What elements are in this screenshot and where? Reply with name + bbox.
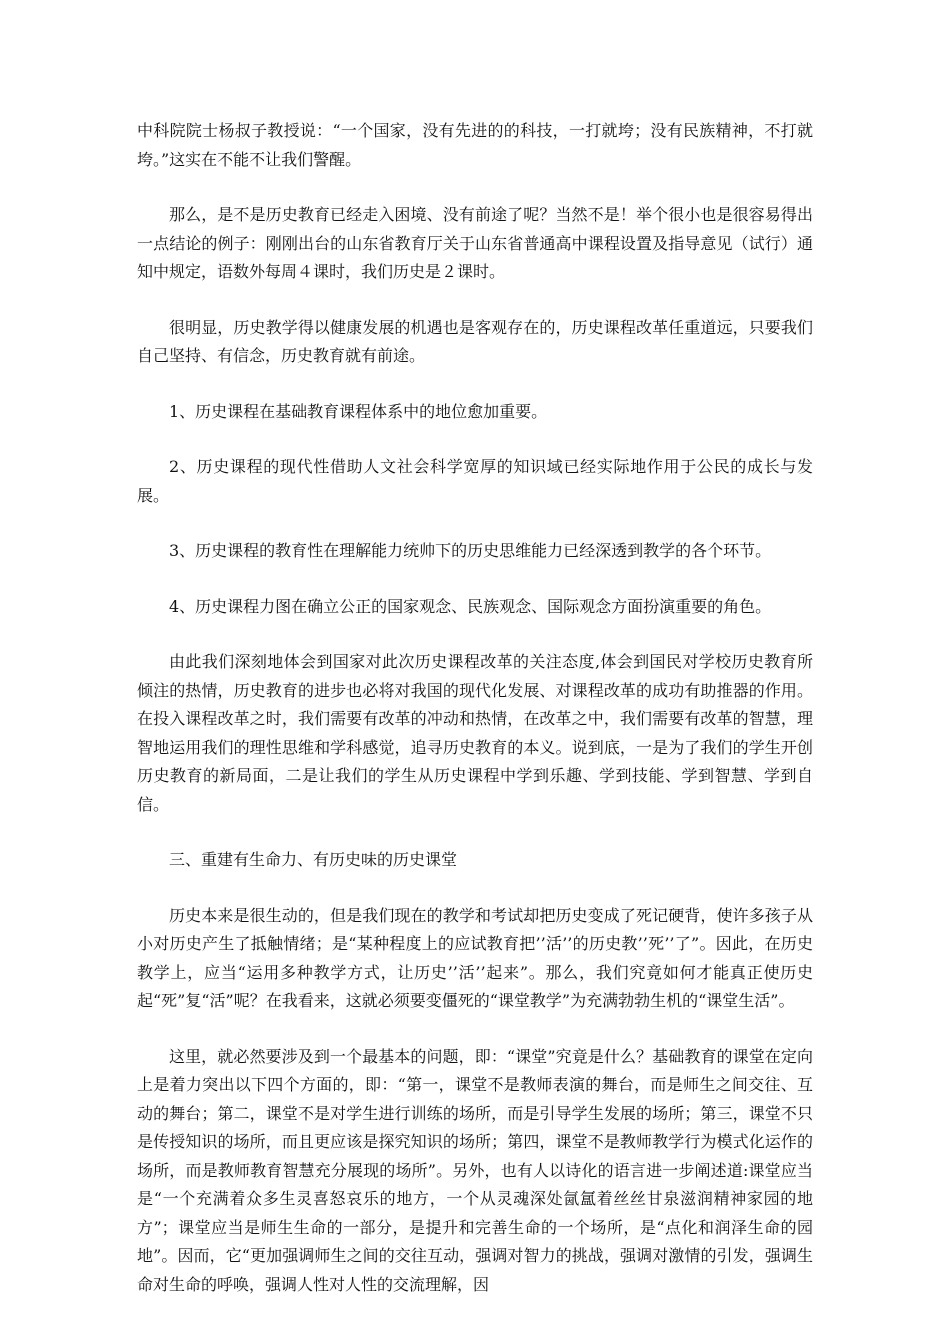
section-heading-three: 三、重建有生命力、有历史味的历史课堂: [169, 850, 458, 869]
paragraph-living-history: 历史本来是很生动的，但是我们现在的教学和考试却把历史变成了死记硬背，使许多孩子从小对历史产生了抵触情绪；是“某种程度上的应试教育把’’活’’的历史教’’死’’了”。因此，在历史教学上，应当“运用多种教学方式，让历史’’活’’起来”。那么，我们究竟如何才能真正使历史起“死”复“活”呢？在我看来，这就必须要变僵死的“课堂教学”为充满勃勃生机的“课堂生活”。: [137, 905, 813, 1010]
list-item-2: 2、历史课程的现代性借助人文社会科学宽厚的知识域已经实际地作用于公民的成长与发展。: [137, 457, 813, 505]
paragraph-gap: [137, 287, 813, 314]
paragraph-gap: [137, 510, 813, 537]
list-item-3: 3、历史课程的教育性在理解能力统帅下的历史思维能力已经深透到教学的各个环节。: [169, 541, 772, 560]
paragraph-gap: [137, 1016, 813, 1043]
paragraph-reform-attitude: 由此我们深刻地体会到国家对此次历史课程改革的关注态度,体会到国民对学校历史教育所倾注的热情，历史教育的进步也必将对我国的现代化发展、对课程改革的成功有助推器的作用。在投入课程改革之时，我们需要有改革的冲动和热情，在改革之中，我们需要有改革的智慧，理智地运用我们的理性思维和学科感觉，追寻历史教育的本义。说到底，一是为了我们的学生开创历史教育的新局面，二是让我们的学生从历史课程中学到乐趣、学到技能、学到智慧、学到自信。: [137, 652, 813, 814]
list-item-1: 1、历史课程在基础教育课程体系中的地位愈加重要。: [169, 401, 548, 421]
paragraph-gap: [137, 566, 813, 593]
paragraph-gap: [137, 426, 813, 453]
paragraph-gap: [137, 174, 813, 201]
paragraph-gap: [137, 819, 813, 846]
paragraph-gap: [137, 621, 813, 648]
paragraph-quote-yang-shuzi: 中科院院士杨叔子教授说：“一个国家，没有先进的的科技，一打就垮；没有民族精神，不打就垮。”这实在不能不让我们警醒。: [137, 121, 813, 169]
paragraph-what-is-classroom: 这里，就必然要涉及到一个最基本的问题，即：“课堂”究竟是什么？基础教育的课堂在定向上是着力突出以下四个方面的，即：“第一，课堂不是教师表演的舞台，而是师生之间交往、互动的舞台；第二，课堂不是对学生进行训练的场所，而是引导学生发展的场所；第三，课堂不只是传授知识的场所，而且更应该是探究知识的场所；第四，课堂不是教师教学行为模式化运作的场所，而是教师教育智慧充分展现的场所”。另外，也有人以诗化的语言进一步阐述道:课堂应当是“一个充满着众多生灵喜怒哀乐的地方，一个从灵魂深处氤氲着丝丝甘泉滋润精神家园的地方”；课堂应当是师生生命的一部分，是提升和完善生命的一个场所，是“点化和润泽生命的园地”。因而，它“更加强调师生之间的交往互动，强调对智力的挑战，强调对激情的引发，强调生命对生命的呼唤，强调人性对人性的交流理解，因: [137, 1046, 813, 1294]
list-item-4: 4、历史课程力图在确立公正的国家观念、民族观念、国际观念方面扮演重要的角色。: [169, 596, 772, 616]
paragraph-gap: [137, 875, 813, 902]
paragraph-opportunity: 很明显，历史教学得以健康发展的机遇也是客观存在的，历史课程改革任重道远，只要我们自己坚持、有信念，历史教育就有前途。: [137, 317, 813, 365]
paragraph-gap: [137, 371, 813, 398]
paragraph-history-education-future: 那么，是不是历史教育已经走入困境、没有前途了呢？当然不是！举个很小也是很容易得出一点结论的例子：刚刚出台的山东省教育厅关于山东省普通高中课程设置及指导意见（试行）通知中规定，语数外每周４课时，我们历史是２课时。: [137, 205, 813, 281]
